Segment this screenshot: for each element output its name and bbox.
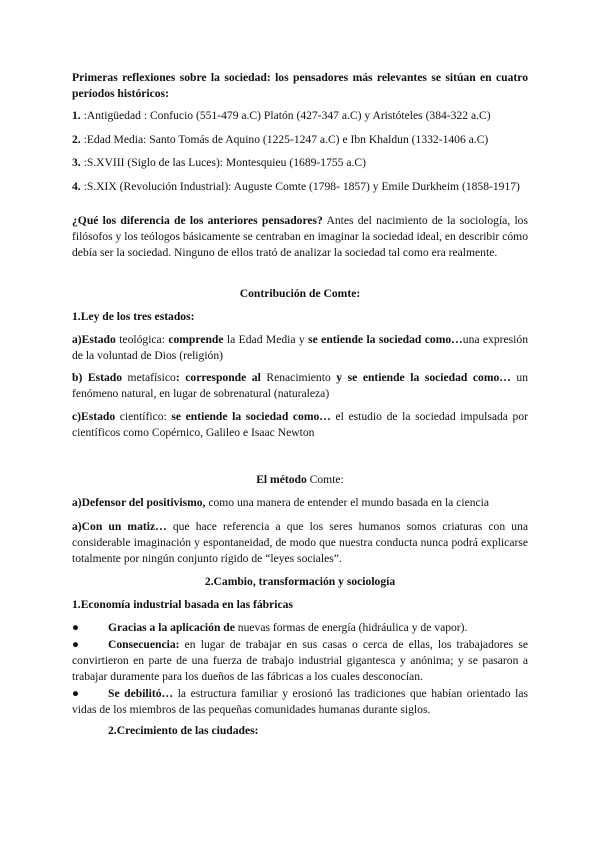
- bullet-2: Consecuencia: en lugar de trabajar en sus casas o cerca de ellas, los trabajadores se convirtieron en parte de una fuerza de trabajo industrial gigantesca y anónima; y se pasaron a trabajar duramente para los dueños de las fábricas a los cuales desconocían.: [72, 638, 528, 683]
- state-b: b) Estado metafísico: corresponde al Renacimiento y se entiende la sociedad como… un fenómeno natural, en lugar de sobrenatural (naturaleza): [72, 371, 529, 400]
- law-title: 1.Ley de los tres estados:: [72, 310, 195, 323]
- difference-paragraph: ¿Qué los diferencia de los anteriores pensadores? Antes del nacimiento de la sociología, los filósofos y los teólogos básicamente se centraban en imaginar la sociedad ideal, en describir cómo debía ser la sociedad. Ninguno de ellos trató de analizar la sociedad tal como era realmente.: [72, 214, 528, 259]
- period-1: 1. :Antigüedad : Confucio (551-479 a.C) Platón (427-347 a.C) y Aristóteles (384-322 a.C): [72, 109, 491, 122]
- bullet-1-marker: ●: [72, 621, 80, 634]
- state-c: c)Estado científico: se entiende la sociedad como… el estudio de la sociedad impulsada por científicos como Copérnico, Galileo e Isaac Newton: [72, 410, 529, 439]
- comte-title: Contribución de Comte:: [239, 287, 361, 300]
- section-industrial-economy: 1.Economía industrial basada en las fábricas: [72, 598, 293, 611]
- period-4: 4. :S.XIX (Revolución Industrial): Auguste Comte (1798- 1857) y Emile Durkheim (1858-1917): [72, 180, 520, 193]
- method-title: El método Comte:: [256, 473, 344, 486]
- bullet-1: Gracias a la aplicación de nuevas formas de energía (hidráulica y de vapor).: [108, 621, 468, 634]
- change-title: 2.Cambio, transformación y sociología: [204, 575, 396, 588]
- method-b: a)Con un matiz… que hace referencia a que los seres humanos somos criaturas con una considerable imaginación y espontaneidad, de modo que nuestra conducta nunca podrá explicarse totalmente por ningún conjunto rígido de “leyes sociales”.: [72, 520, 528, 565]
- period-3: 3. :S.XVIII (Siglo de las Luces): Montesquieu (1689-1755 a.C): [72, 156, 366, 169]
- bullet-3: Se debilitó… la estructura familiar y erosionó las tradiciones que habían orientado las vidas de los miembros de las pequeñas comunidades humanas durante siglos.: [72, 687, 528, 716]
- state-a: a)Estado teológica: comprende la Edad Media y se entiende la sociedad como…una expresión de la voluntad de Dios (religión): [72, 333, 528, 362]
- method-a: a)Defensor del positivismo, como una manera de entender el mundo basada en la ciencia: [72, 496, 490, 509]
- bullet-3-marker: ●: [72, 687, 80, 700]
- period-2: 2. :Edad Media: Santo Tomás de Aquino (1225-1247 a.C) e Ibn Khaldun (1332-1406 a.C): [72, 133, 489, 146]
- intro-heading: Primeras reflexiones sobre la sociedad: los pensadores más relevantes se sitúan en cuatro períodos históricos:: [72, 71, 528, 100]
- bullet-2-marker: ●: [72, 638, 80, 651]
- section-city-growth: 2.Crecimiento de las ciudades:: [108, 724, 259, 737]
